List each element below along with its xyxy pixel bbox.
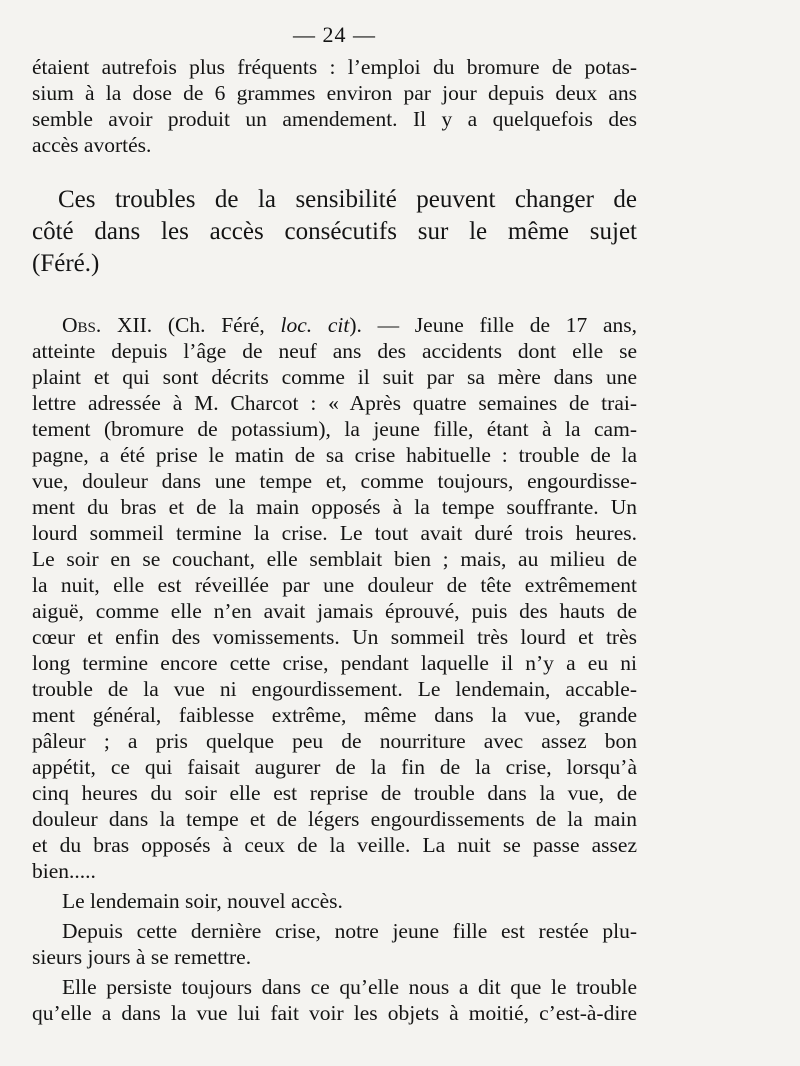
text-line: bien..... bbox=[32, 859, 96, 883]
text-line: sium à la dose de 6 grammes environ par jour depuis deux ans bbox=[32, 81, 637, 105]
text-line: ment du bras et de la main opposés à la tempe souffrante. Un bbox=[32, 495, 637, 519]
text-line: sieurs jours à se remettre. bbox=[32, 945, 252, 969]
paragraph-2-larger bbox=[32, 184, 637, 280]
text-line: appétit, ce qui faisait augurer de la fin de la crise, lorsqu’à bbox=[32, 755, 637, 779]
paragraph-1 bbox=[32, 54, 637, 158]
text-line: qu’elle a dans la vue lui fait voir les objets à moitié, c’est-à-dire bbox=[32, 1001, 637, 1025]
observation-label: Obs. XII. bbox=[62, 313, 153, 337]
observation-ref-italic: loc. cit bbox=[280, 313, 350, 337]
text-line: trouble de la vue ni engourdissement. Le lendemain, accable- bbox=[32, 677, 637, 701]
text-line: vue, douleur dans une tempe et, comme toujours, engourdisse- bbox=[32, 469, 637, 493]
text-line: tement (bromure de potassium), la jeune fille, étant à la cam- bbox=[32, 417, 637, 441]
text-line: et du bras opposés à ceux de la veille. La nuit se passe assez bbox=[32, 833, 637, 857]
text-line: semble avoir produit un amendement. Il y a quelquefois des bbox=[32, 107, 637, 131]
text-line: cœur et enfin des vomissements. Un sommeil très lourd et très bbox=[32, 625, 637, 649]
text-line: Le lendemain soir, nouvel accès. bbox=[62, 889, 343, 913]
paragraph-6 bbox=[32, 974, 637, 1026]
text-line: étaient autrefois plus fréquents : l’emploi du bromure de potas- bbox=[32, 55, 637, 79]
text-line: plaint et qui sont décrits comme il suit par sa mère dans une bbox=[32, 365, 637, 389]
observation-ref-close: ). — Jeune fille de 17 ans, bbox=[349, 313, 637, 337]
text-line: long termine encore cette crise, pendant laquelle il n’y a eu ni bbox=[32, 651, 637, 675]
text-line: (Féré.) bbox=[32, 250, 100, 277]
text-line: douleur dans la tempe et de légers engourdissements de la main bbox=[32, 807, 637, 831]
text-line: lourd sommeil termine la crise. Le tout avait duré trois heures. bbox=[32, 521, 637, 545]
text-line: Depuis cette dernière crise, notre jeune fille est restée plu- bbox=[62, 919, 637, 943]
text-line: lettre adressée à M. Charcot : « Après quatre semaines de trai- bbox=[32, 391, 637, 415]
text-line: pâleur ; a pris quelque peu de nourriture avec assez bon bbox=[32, 729, 637, 753]
observation-paragraph bbox=[32, 312, 637, 884]
text-line: Elle persiste toujours dans ce qu’elle nous a dit que le trouble bbox=[62, 975, 637, 999]
text-line: aiguë, comme elle n’en avait jamais éprouvé, puis des hauts de bbox=[32, 599, 637, 623]
text-line: accès avortés. bbox=[32, 133, 152, 157]
page-number: — 24 — bbox=[293, 22, 376, 47]
text-line: côté dans les accès consécutifs sur le même sujet bbox=[32, 218, 637, 245]
observation-ref-open: (Ch. Féré, bbox=[167, 313, 281, 337]
paragraph-4 bbox=[32, 888, 637, 914]
text-line: Ces troubles de la sensibilité peuvent changer de bbox=[58, 186, 637, 213]
text-line: ment général, faiblesse extrême, même dans la vue, grande bbox=[32, 703, 637, 727]
text-line: la nuit, elle est réveillée par une douleur de tête extrêmement bbox=[32, 573, 637, 597]
observation-heading-line bbox=[32, 312, 637, 338]
text-line: cinq heures du soir elle est reprise de trouble dans la vue, de bbox=[32, 781, 637, 805]
text-line: atteinte depuis l’âge de neuf ans des accidents dont elle se bbox=[32, 339, 637, 363]
text-line: Le soir en se couchant, elle semblait bien ; mais, au milieu de bbox=[32, 547, 637, 571]
page-body bbox=[32, 22, 637, 1026]
paragraph-5 bbox=[32, 918, 637, 970]
text-line: pagne, a été prise le matin de sa crise habituelle : trouble de la bbox=[32, 443, 637, 467]
